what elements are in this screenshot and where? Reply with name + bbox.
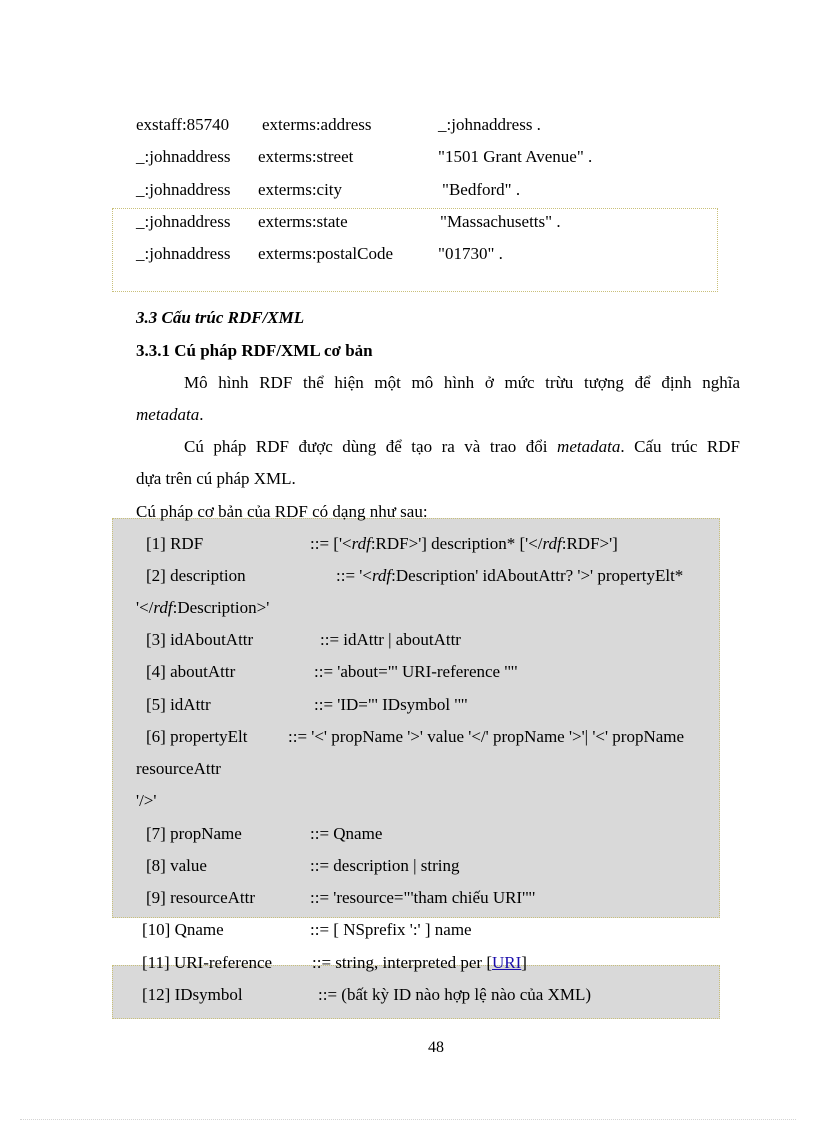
rule-2-continuation	[136, 598, 269, 618]
triple-object: "Massachusetts" .	[440, 212, 561, 231]
rdf-prefix: rdf	[371, 566, 392, 585]
rule-5-rhs: ::= 'ID="' IDsymbol '"'	[314, 695, 468, 714]
triple-subject: exstaff:85740	[136, 115, 230, 134]
paragraph-2-line-1	[184, 437, 740, 457]
rule-7-lhs: [7] propName	[146, 824, 242, 843]
rule-12-rhs: ::= (bất kỳ ID nào hợp lệ nào của XML)	[318, 985, 592, 1004]
triple-subject: _:johnaddress	[136, 244, 231, 263]
triple-predicate: exterms:street	[258, 147, 354, 166]
triple-predicate: exterms:state	[258, 212, 348, 231]
rule-1-rhs-part: :RDF>']	[561, 534, 618, 553]
triple-predicate: exterms:address	[262, 115, 372, 134]
rule-4-rhs: ::= 'about="' URI-reference '"'	[314, 662, 518, 681]
rule-11-rhs-part: ]	[521, 953, 527, 972]
rule-8-lhs: [8] value	[146, 856, 207, 875]
paragraph-1-text: Mô hình RDF thể hiện một mô hình ở mức trừu tượng để định nghĩa	[184, 373, 740, 392]
paragraph-2-text-post: . Cấu trúc RDF	[620, 437, 740, 456]
section-heading: 3.3 Cấu trúc RDF/XML	[136, 308, 305, 327]
rule-11-rhs	[312, 953, 527, 973]
page-number: 48	[428, 1039, 444, 1056]
subsection-heading: 3.3.1 Cú pháp RDF/XML cơ bản	[136, 341, 373, 360]
rule-4-lhs: [4] aboutAttr	[146, 662, 236, 681]
rule-2-lhs: [2] description	[146, 566, 246, 585]
rule-2-rhs-part: ::= '<	[336, 566, 372, 585]
rule-11-rhs-part: ::= string, interpreted per [	[312, 953, 493, 972]
rule-5-lhs: [5] idAttr	[146, 695, 211, 714]
rule-1-rhs	[310, 534, 618, 554]
rule-9-rhs: ::= 'resource="'tham chiếu URI'"'	[310, 888, 536, 907]
rule-3-lhs: [3] idAboutAttr	[146, 630, 254, 649]
rdf-prefix: rdf	[351, 534, 371, 553]
rule-1-lhs: [1] RDF	[146, 534, 204, 553]
rdf-prefix: rdf	[153, 598, 173, 617]
triple-object: _:johnaddress .	[438, 115, 541, 134]
rule-9-lhs: [9] resourceAttr	[146, 888, 256, 907]
rule-6-lhs: [6] propertyElt	[146, 727, 248, 746]
rdf-prefix: rdf	[542, 534, 562, 553]
triple-predicate: exterms:postalCode	[258, 244, 394, 263]
triple-object: "1501 Grant Avenue" .	[438, 147, 593, 166]
paragraph-1-line-2	[136, 405, 204, 425]
triple-object: "Bedford" .	[442, 180, 521, 199]
triple-subject: _:johnaddress	[136, 147, 231, 166]
rule-10-rhs: ::= [ NSprefix ':' ] name	[310, 920, 472, 939]
rule-12-lhs: [12] IDsymbol	[142, 985, 243, 1004]
rule-7-rhs: ::= Qname	[310, 824, 383, 843]
metadata-term: metadata	[557, 437, 621, 456]
rule-11-lhs: [11] URI-reference	[142, 953, 273, 972]
rule-3-rhs: ::= idAttr | aboutAttr	[320, 630, 461, 649]
metadata-term: metadata	[136, 405, 200, 424]
rule-6-rhs: ::= '<' propName '>' value '</' propName '>'| '<' propName	[288, 727, 685, 746]
triple-subject: _:johnaddress	[136, 212, 231, 231]
rule-10-lhs: [10] Qname	[142, 920, 224, 939]
triple-predicate: exterms:city	[258, 180, 343, 199]
page-bottom-border	[20, 1119, 796, 1120]
rule-2-cont-part: :Description>'	[172, 598, 270, 617]
rule-8-rhs: ::= description | string	[310, 856, 460, 875]
grammar-intro: Cú pháp cơ bản của RDF có dạng như sau:	[136, 502, 428, 521]
paragraph-2-line-2: dựa trên cú pháp XML.	[136, 469, 296, 488]
paragraph-1-end: .	[199, 405, 204, 424]
triple-row	[136, 115, 229, 135]
paragraph-2-text: Cú pháp RDF được dùng để tạo ra và trao đổi	[184, 437, 548, 456]
triple-object: "01730" .	[438, 244, 503, 263]
rule-2-cont-part: '</	[136, 598, 154, 617]
rule-2-rhs-part: :Description' idAboutAttr? '>' propertyElt*	[391, 566, 684, 585]
rule-1-rhs-part: :RDF>'] description* ['</	[370, 534, 543, 553]
uri-link[interactable]: URI	[492, 953, 522, 972]
rule-6-continuation: '/>'	[136, 791, 157, 810]
triple-subject: _:johnaddress	[136, 180, 231, 199]
rule-1-rhs-part: ::= ['<	[310, 534, 352, 553]
rule-2-rhs	[336, 566, 683, 586]
rule-6-continuation: resourceAttr	[136, 759, 221, 778]
paragraph-1-line-1	[184, 373, 740, 393]
